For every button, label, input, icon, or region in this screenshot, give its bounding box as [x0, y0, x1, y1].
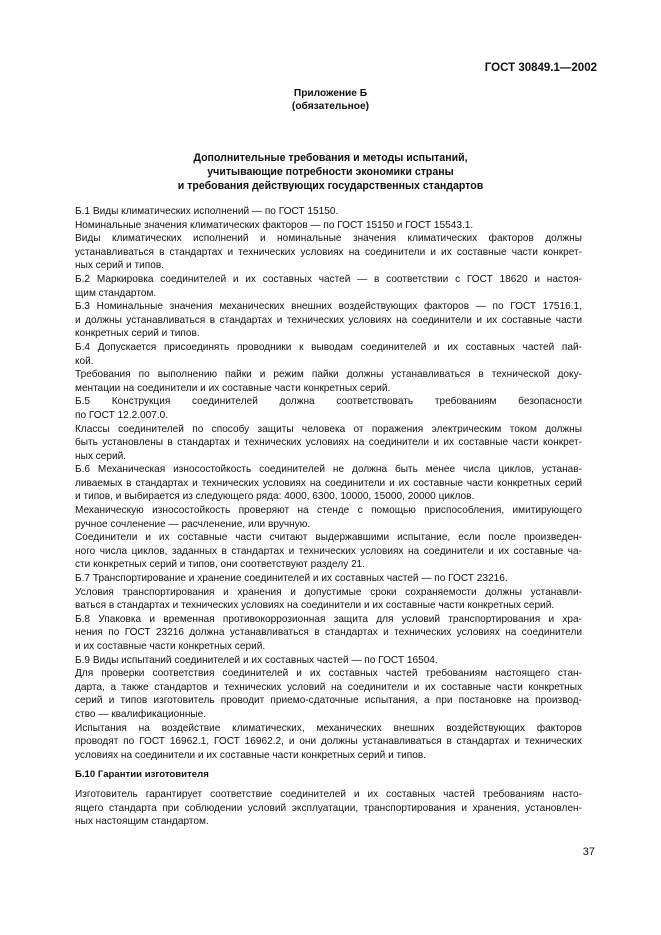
section-heading: Б.10 Гарантии изготовителя [75, 769, 209, 781]
annex-body [75, 205, 582, 829]
text-line: ство — квалификационные. [75, 708, 207, 720]
text-line: конкретных серий и типов. [75, 328, 200, 340]
text-line: Для проверки соответствия соединителей и их составных частей требованиям настоящего стан- [75, 668, 582, 680]
annex-status: (обязательное) [291, 101, 370, 112]
text-line: быть установлены в стандартах и технических условиях на соединители и их составные части конкрет- [75, 437, 582, 449]
text-line: и должны устанавливаться в стандартах и технических условиях на соединители и их составные части [75, 314, 582, 326]
text-line: Б.9 Виды испытаний соединителей и их составных частей — по ГОСТ 16504. [75, 654, 438, 666]
annex-label: Приложение Б [293, 88, 368, 99]
text-line: ваться в стандартах и технических условиях на соединители и их составные части конкретных серий. [75, 600, 555, 612]
text-line: Испытания на воздействие климатических, механических внешних воздействующих факторов [75, 722, 582, 734]
text-line: Б.2 Маркировка соединителей и их составных частей — в соответствии с ГОСТ 18620 и настоя- [75, 273, 582, 285]
text-line: Соединители и их составные части считают выдержавшими испытание, если после произведен- [75, 532, 582, 544]
text-line: Б.7 Транспортирование и хранение соединителей и их составных частей — по ГОСТ 23216. [75, 573, 508, 585]
text-line: Механическую износостойкость проверяют на стенде с помощью приспособления, имитирующего [75, 505, 582, 517]
text-line: кой. [75, 355, 94, 367]
annex-title [0, 151, 661, 193]
text-line: Номинальные значения климатических факторов — по ГОСТ 15150 и ГОСТ 15543.1. [75, 219, 474, 231]
text-line: Виды климатических исполнений и номинальные значения климатических факторов должны [75, 233, 582, 245]
text-line: Условия транспортирования и хранения и допустимые сроки сохраняемости должны устанавли- [75, 586, 582, 598]
text-line: и их составные части конкретных серий. [75, 641, 266, 652]
text-line: ных серий и типов. [75, 260, 164, 272]
page-number: 37 [582, 846, 595, 858]
text-line: щим стандартом. [75, 287, 157, 299]
standard-designation: ГОСТ 30849.1—2002 [484, 62, 597, 74]
text-line: нения по ГОСТ 23216 должна устанавливаться в стандартах и технических условиях на соединители [75, 627, 582, 639]
text-line: Б.3 Номинальные значения механических внешних воздействующих факторов — по ГОСТ 17516.1, [75, 301, 582, 313]
text-line: ручное сочленение — расчленение, или вручную. [75, 518, 311, 530]
annex-heading [0, 87, 661, 113]
title-line: и требования действующих государственных стандартов [177, 180, 484, 192]
text-line: ного числа циклов, заданных в стандартах и технических условиях на соединители и их составные ча- [75, 545, 582, 557]
text-line: ментации на соединители и их составные части конкретных серий. [75, 382, 391, 394]
text-line: устанавливаться в стандартах и технических условиях на соединители и их составные части конкрет- [75, 246, 582, 258]
text-line: дарта, а также стандартов и технических условий на соединители и их составные части конкретных [75, 681, 582, 693]
text-line: условиях на соединители и их составные части конкретных серий и типов. [75, 749, 427, 761]
text-line: Б.6 Механическая износостойкость соединителей не должна быть менее числа циклов, устанав- [75, 464, 582, 476]
text-line: Требования по выполнению пайки и режим пайки должны устанавливаться в технической доку- [75, 369, 582, 381]
title-line: учитывающие потребности экономики страны [207, 166, 454, 178]
text-line: Классы соединителей по способу защиты человека от поражения электрическим током должны [75, 423, 582, 435]
text-line: ливаемых в стандартах и технических условиях на соединители и их составные части конкретных серий [75, 477, 582, 489]
text-line: серий и типов изготовитель проводит приемо-сдаточные испытания, а при постановке на производ- [75, 695, 582, 707]
text-line: Б.1 Виды климатических исполнений — по ГОСТ 15150. [75, 206, 339, 217]
title-line: Дополнительные требования и методы испытаний, [193, 152, 468, 164]
text-line: ных настоящим стандартом. [75, 816, 209, 828]
text-line: ящего стандарта при соблюдении условий эксплуатации, транспортирования и хранения, установлен- [75, 802, 582, 814]
text-line: Б.4 Допускается присоединять проводники к выводам соединителей и их составных частей пай- [75, 341, 582, 353]
text-line: и типов, и выбирается из следующего ряда: 4000, 6300, 10000, 15000, 20000 циклов. [75, 491, 475, 503]
text-line: Б.5 Конструкция соединителей должна соответствовать требованиям безопасности [75, 396, 582, 408]
text-line: сти конкретных серий и типов, они соответствуют разделу 21. [75, 559, 366, 571]
text-line: проводят по ГОСТ 16962.1, ГОСТ 16962.2, и они должны устанавливаться в стандартах и технических [75, 736, 582, 748]
text-line: по ГОСТ 12.2.007.0. [75, 409, 169, 421]
text-line: ных серий. [75, 450, 127, 462]
text-line: Изготовитель гарантирует соответствие соединителей и их составных частей требованиям насто- [75, 788, 582, 800]
text-line: Б.8 Упаковка и временная противокоррозионная защита для условий транспортирования и хра- [75, 613, 582, 625]
